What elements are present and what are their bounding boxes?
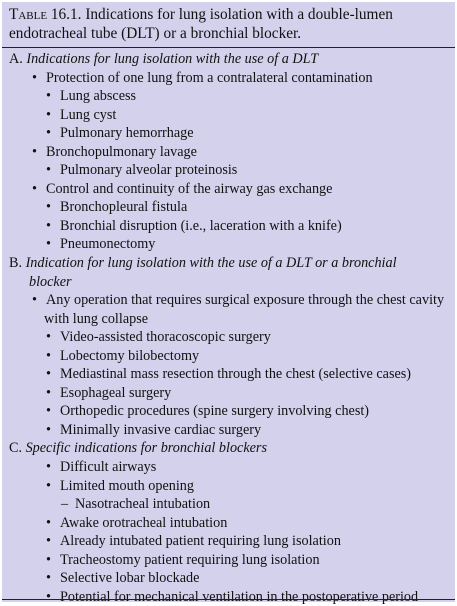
- section-a-heading: [2, 50, 455, 69]
- list-item: • Tracheostomy patient requiring lung isolation: [46, 551, 320, 568]
- list-item: • Mediastinal mass resection through the chest (selective cases): [46, 366, 412, 383]
- section-b-heading: [2, 254, 455, 273]
- list-item: • Lung abscess: [46, 88, 137, 105]
- section-title: Indication for lung isolation with the use of a DLT or a bronchial: [25, 255, 397, 272]
- indications-table: [2, 2, 455, 605]
- section-c-heading: [2, 439, 455, 458]
- list-item: • Pulmonary alveolar proteinosis: [46, 162, 238, 179]
- list-item: • Lobectomy bilobectomy: [46, 347, 200, 364]
- list-item: • Bronchopulmonary lavage: [32, 143, 197, 160]
- list-item: • Potential for mechanical ventilation in the postoperative period: [46, 588, 419, 605]
- table-body: [2, 48, 455, 606]
- list-item: • Pneumonectomy: [46, 236, 156, 253]
- list-item: • Control and continuity of the airway gas exchange: [32, 180, 333, 197]
- caption-text-line1: Indications for lung isolation with a double-lumen: [85, 6, 393, 23]
- list-item: • Limited mouth opening: [46, 477, 194, 494]
- list-item: • Orthopedic procedures (spine surgery involving chest): [46, 403, 370, 420]
- list-item: • Selective lobar blockade: [46, 570, 200, 587]
- list-item: • Bronchopleural fistula: [46, 199, 188, 216]
- list-item: • Video-assisted thoracoscopic surgery: [46, 329, 271, 346]
- section-letter: A.: [9, 51, 23, 67]
- section-letter: C.: [9, 440, 23, 457]
- list-item: • Minimally invasive cardiac surgery: [46, 421, 262, 438]
- list-item: • Bronchial disruption (i.e., laceration with a knife): [46, 217, 342, 234]
- list-item: • Already intubated patient requiring lung isolation: [46, 533, 341, 550]
- section-letter: B.: [9, 255, 23, 272]
- list-item: • Awake orotracheal intubation: [46, 514, 228, 531]
- section-title: Indications for lung isolation with the use of a DLT: [26, 51, 319, 67]
- list-item-continued: with lung collapse: [44, 310, 149, 327]
- list-item: • Pulmonary hemorrhage: [46, 125, 194, 142]
- list-item: – Nasotracheal intubation: [61, 496, 211, 513]
- list-item: • Any operation that requires surgical exposure through the chest cavity: [32, 292, 445, 309]
- caption-text-line2: endotracheal tube (DLT) or a bronchial blocker.: [9, 25, 302, 42]
- table-caption: [2, 2, 455, 46]
- list-item: • Lung cyst: [46, 106, 117, 123]
- list-item: • Difficult airways: [46, 459, 157, 476]
- list-item: • Esophageal surgery: [46, 384, 172, 401]
- bottom-rule: [2, 599, 455, 600]
- section-title: Specific indications for bronchial blockers: [25, 440, 267, 457]
- section-b-heading-continued: blocker: [29, 273, 72, 290]
- list-item: • Protection of one lung from a contralateral contamination: [32, 69, 373, 86]
- table-label: Table 16.1.: [9, 6, 82, 23]
